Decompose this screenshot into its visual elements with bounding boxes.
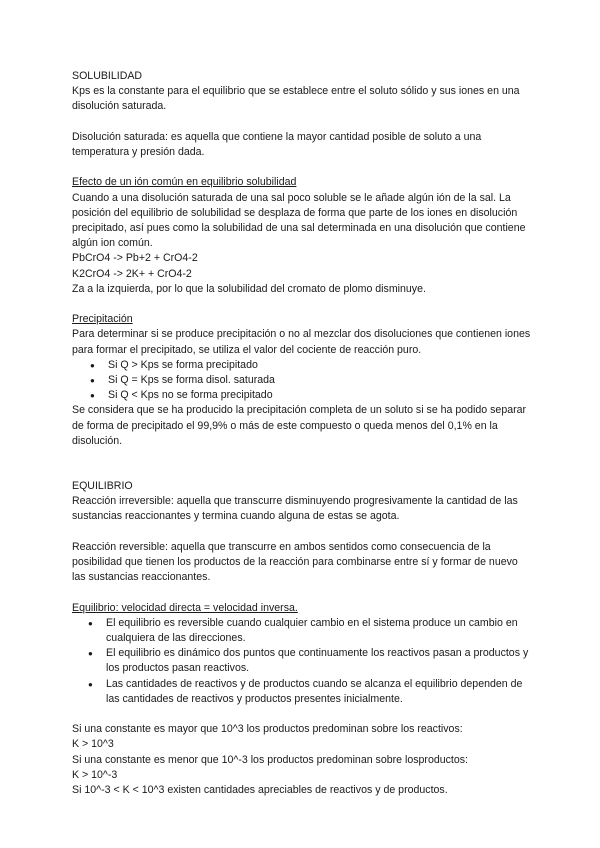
precipitacion-text: Para determinar si se produce precipitación o no al mezclar dos disoluciones que contienen iones para formar el precipitado, se utiliza el valor del cociente de reacción puro. xyxy=(72,328,531,356)
equilibrio-list xyxy=(72,616,532,707)
constante-mayor-formula: K > 10^3 xyxy=(72,738,114,751)
list-item: ● Si Q = Kps se forma disol. saturada xyxy=(72,373,532,388)
constante-intermedia-text: Si 10^-3 < K < 10^3 existen cantidades apreciables de reactivos y de productos. xyxy=(72,784,448,797)
irreversible-definition: Reacción irreversible: aquella que transcurre disminuyendo progresivamente la cantidad de las sustancias reaccionantes y termina cuando alguna de estas se agota. xyxy=(72,495,518,523)
section-title-solubilidad: SOLUBILIDAD xyxy=(72,70,143,82)
section-title-equilibrio: EQUILIBRIO xyxy=(72,480,133,493)
saturada-definition: Disolución saturada: es aquella que contiene la mayor cantidad posible de soluto a una temperatura y presión dada. xyxy=(72,130,482,158)
list-item: ● Si Q > Kps se forma precipitado xyxy=(72,358,532,373)
document-body xyxy=(72,69,532,798)
list-item: ● El equilibrio es dinámico dos puntos que continuamente los reactivos pasan a productos y los productos pasan reactivos. xyxy=(72,646,532,676)
list-item: ● Si Q < Kps no se forma precipitado xyxy=(72,388,532,403)
equation-pbcro4: PbCrO4 -> Pb+2 + CrO4-2 xyxy=(72,252,198,265)
equation-k2cro4: K2CrO4 -> 2K+ + CrO4-2 xyxy=(72,267,192,280)
reversible-definition: Reacción reversible: aquella que transcurre en ambos sentidos como consecuencia de la posibilidad que tienen los productos de la reacción para combinarse entre sí y formar de nuevo las sustancias reaccionantes. xyxy=(72,540,518,584)
ion-comun-heading: Efecto de un ión común en equilibrio solubilidad xyxy=(72,176,297,189)
constante-menor-formula: K > 10^-3 xyxy=(72,768,118,781)
precipitacion-completa: Se considera que se ha producido la precipitación completa de un soluto si se ha podido separar de forma de precipitado el 99,9% o más de este compuesto o queda menos del 0,1% en la disolución. xyxy=(72,404,527,447)
list-item: ● Las cantidades de reactivos y de productos cuando se alcanza el equilibrio dependen de las cantidades de reactivos y productos presentes inicialmente. xyxy=(72,677,532,707)
ion-comun-conclusion: Za a la izquierda, por lo que la solubilidad del cromato de plomo disminuye. xyxy=(72,282,426,295)
precipitacion-list xyxy=(72,358,532,404)
list-item: ● El equilibrio es reversible cuando cualquier cambio en el sistema produce un cambio en cualquiera de las direcciones. xyxy=(72,616,532,646)
kps-definition: Kps es la constante para el equilibrio que se establece entre el soluto sólido y sus iones en una disolución saturada. xyxy=(72,85,520,113)
precipitacion-heading: Precipitación xyxy=(72,313,133,326)
constante-menor-text: Si una constante es menor que 10^-3 los productos predominan sobre losproductos: xyxy=(72,753,468,766)
equilibrio-heading: Equilibrio: velocidad directa = velocidad inversa. xyxy=(72,601,298,614)
ion-comun-text: Cuando a una disolución saturada de una sal poco soluble se le añade algún ión de la sal. La posición del equilibrio de solubilidad se desplaza de forma que parte de los iones en disolución precipitado, así pues como la solubilidad de una sal determinada en una disolución que contiene algún ion común. xyxy=(72,191,526,250)
constante-mayor-text: Si una constante es mayor que 10^3 los productos predominan sobre los reactivos: xyxy=(72,723,463,736)
